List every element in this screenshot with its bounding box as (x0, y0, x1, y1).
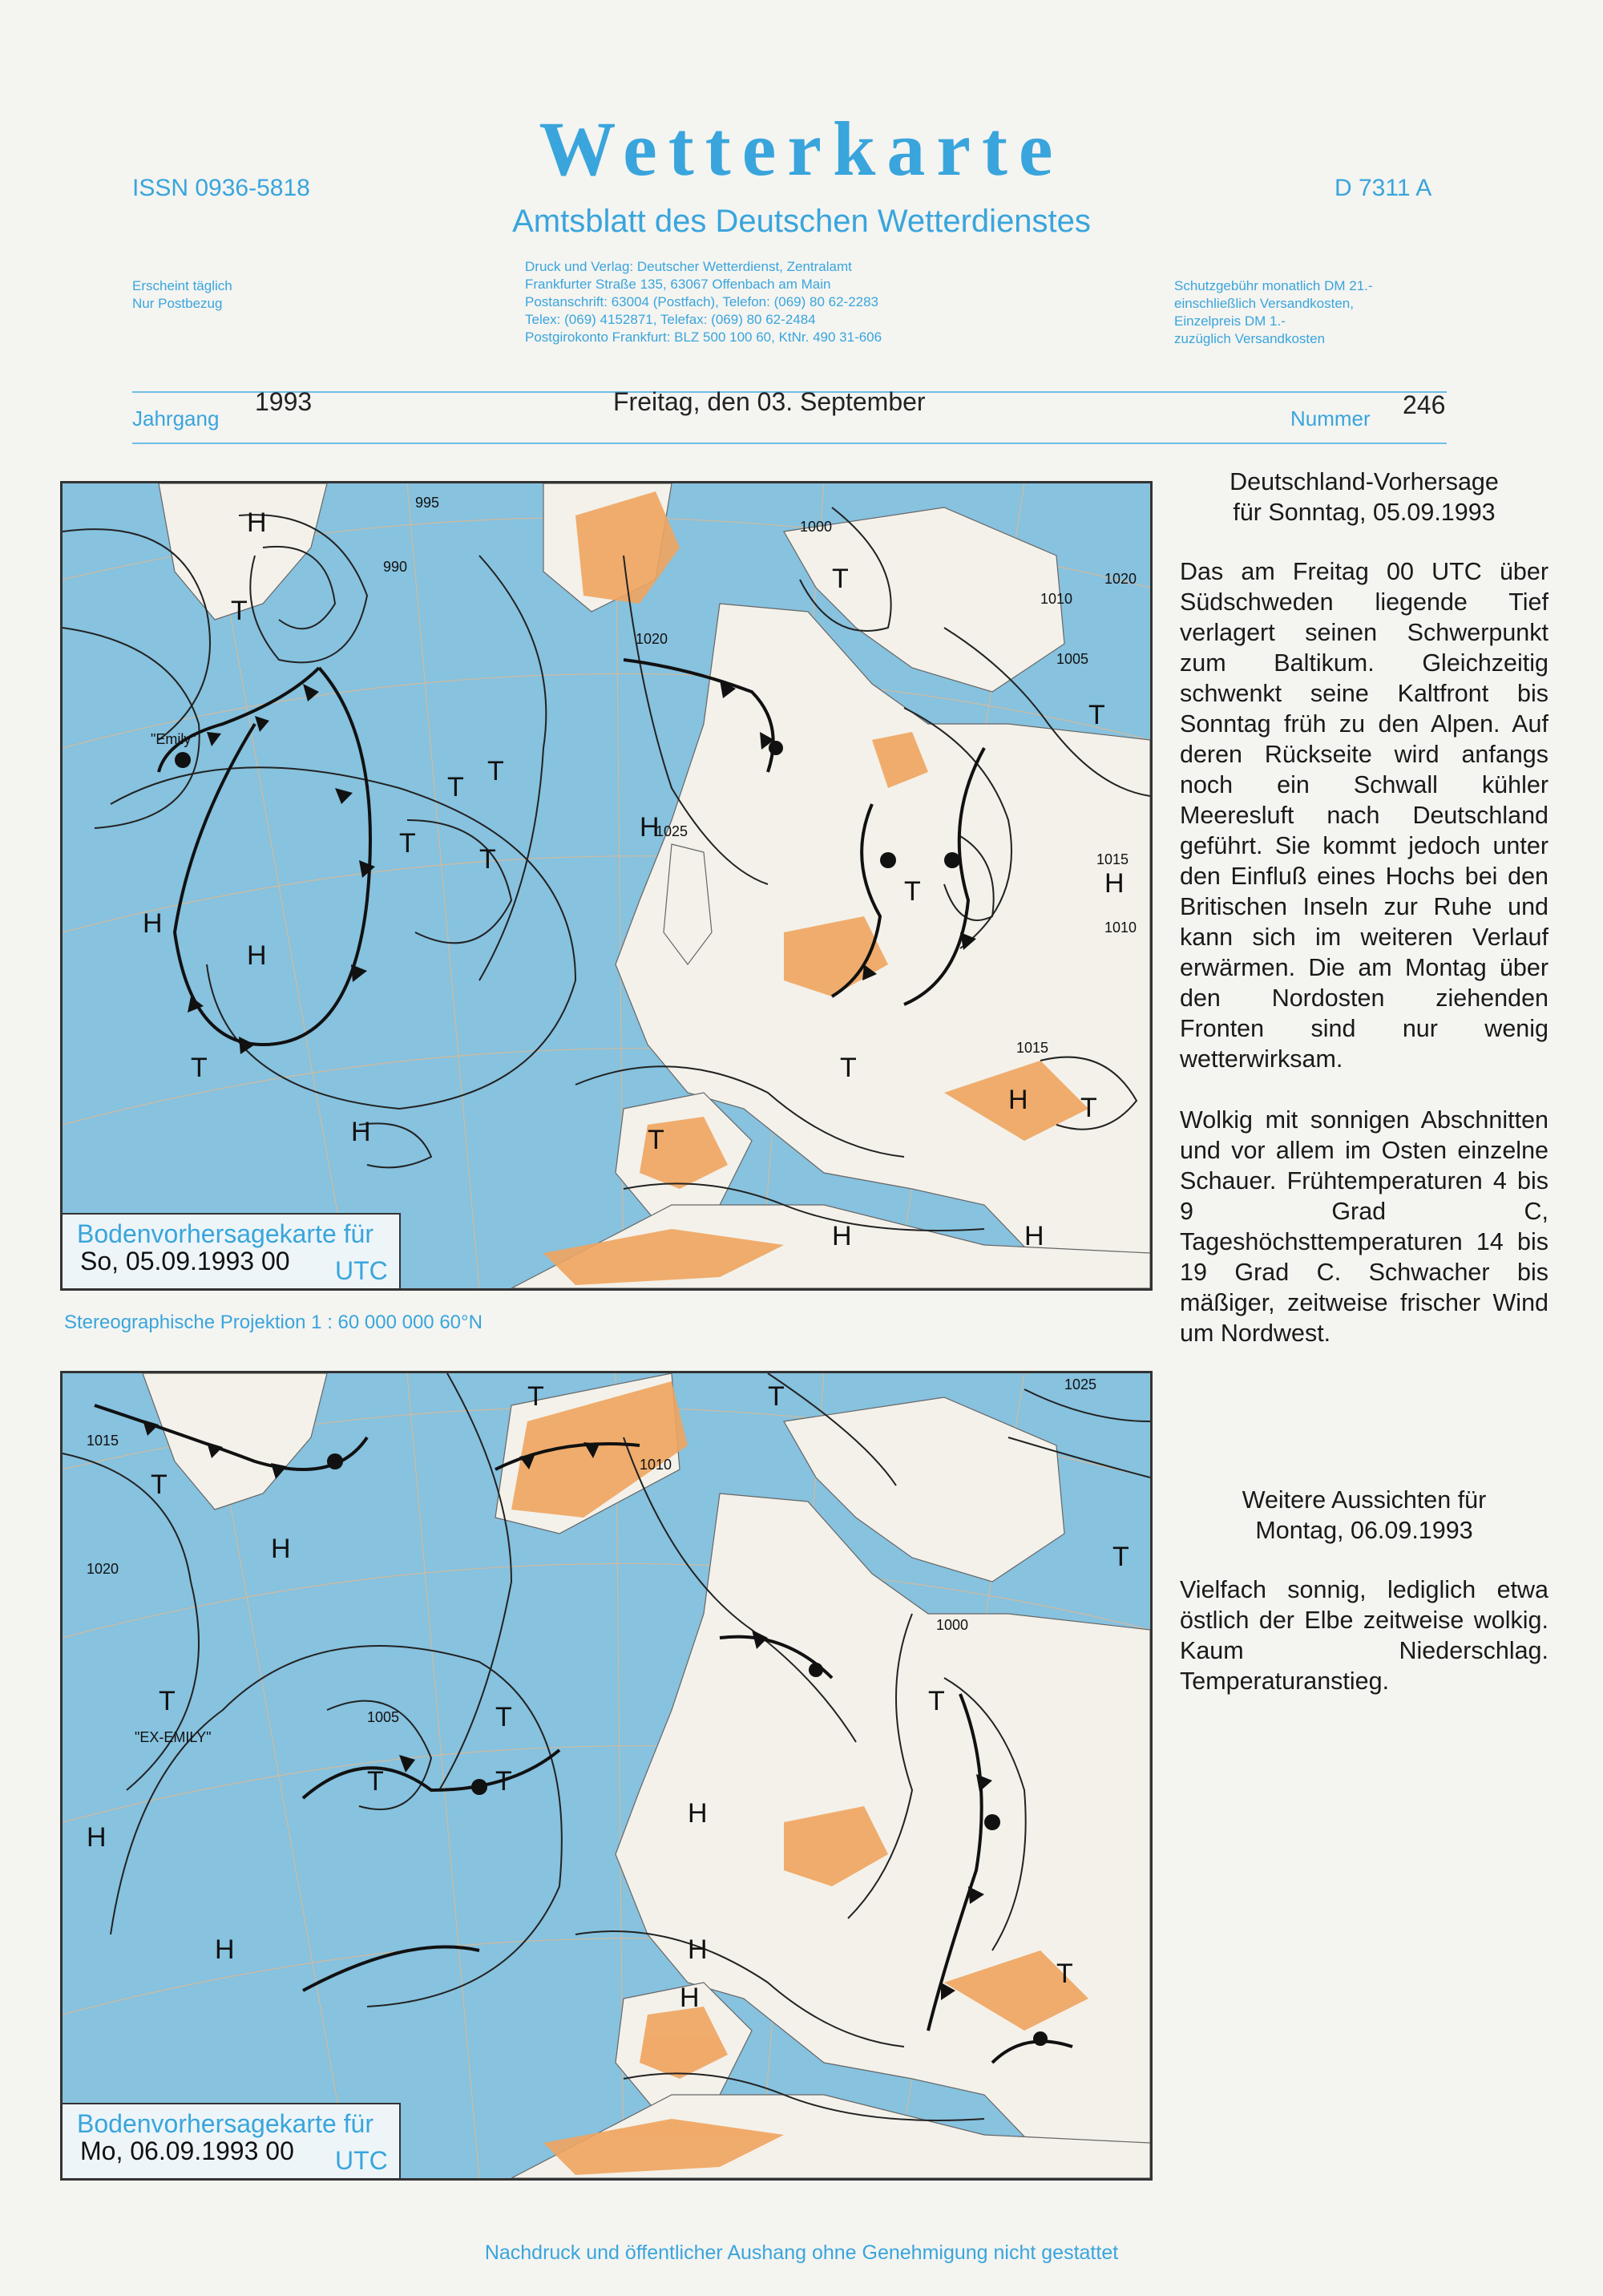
map-label: T (1088, 700, 1105, 730)
map-label: 1010 (1104, 920, 1137, 936)
jahrgang-value: 1993 (255, 387, 313, 416)
map-label: H (640, 812, 660, 843)
price-note (1174, 277, 1373, 348)
map-label: T (832, 564, 849, 594)
map-label: T (648, 1125, 664, 1155)
map-label: 1000 (800, 519, 833, 535)
map-label: H (351, 1117, 371, 1147)
map-label: T (495, 1702, 512, 1732)
caption-line2: So, 05.09.1993 00 (80, 1247, 290, 1275)
map-label: H (1024, 1221, 1044, 1251)
map-label: T (447, 772, 464, 802)
outlook-column (1180, 1485, 1548, 1696)
map-label: 1005 (1056, 651, 1089, 667)
map-label: 1020 (87, 1561, 119, 1577)
footer-note: Nachdruck und öffentlicher Aushang ohne Genehmigung nicht gestattet (484, 2241, 1119, 2264)
map-label: H (247, 507, 267, 538)
publisher-line: Postanschrift: 63004 (Postfach), Telefon: (069) 80 62-2283 (525, 294, 879, 309)
outlook-heading: Weitere Aussichten für (1242, 1486, 1487, 1514)
map-label: H (688, 1798, 708, 1829)
map-label: 1010 (640, 1457, 672, 1473)
map-label: 990 (383, 559, 408, 575)
map-label: H (143, 908, 163, 939)
note-line: Erscheint täglich (132, 278, 232, 293)
map-label: T (367, 1766, 384, 1797)
map-label: H (215, 1934, 235, 1965)
forecast-paragraph-1: Das am Freitag 00 UTC über Südschweden liegende Tief verlagert seinen Schwerpunkt zum Baltikum. Gleichzeitig schwenkt seine Kaltfront bis Sonntag früh zu den Alpen. Auf deren Rückseite wird anfangs noch ein Schwall kühler Meeresluft nach Deutschland geführt. Sie kommt jedoch unter den Einfluß eines Hochs bei den Britischen Inseln zur Ruhe und kann sich im weiteren Verlauf erwärmen. Die am Montag über den Nordosten ziehenden Fronten sind nur wenig wetterwirksam. (1180, 558, 1548, 1073)
page-subtitle: Amtsblatt des Deutschen Wetterdienstes (512, 204, 1091, 239)
map-label: T (527, 1381, 544, 1412)
map-label: 1015 (87, 1433, 119, 1449)
map-label: T (495, 1766, 512, 1797)
caption-utc: UTC (335, 1256, 388, 1285)
forecast-column (1180, 467, 1548, 1348)
issn-number: ISSN 0936-5818 (132, 175, 310, 201)
doc-number: D 7311 A (1334, 175, 1432, 201)
caption-line2: Mo, 06.09.1993 00 (80, 2136, 294, 2165)
map-label: T (399, 828, 416, 859)
caption-line1: Bodenvorhersagekarte für (77, 2109, 373, 2138)
nummer-label: Nummer (1290, 406, 1371, 430)
page-title: Wetterkarte (539, 106, 1064, 192)
map-label: T (1080, 1093, 1097, 1123)
map-label: T (231, 596, 248, 626)
map-label: 1005 (367, 1709, 400, 1725)
map-label: T (1056, 1958, 1073, 1989)
header-rule-bottom (132, 443, 1447, 444)
map-label: 1000 (936, 1617, 969, 1633)
map-label: 1010 (1040, 591, 1073, 607)
forecast-map-sunday (60, 481, 1153, 1291)
outlook-paragraph: Vielfach sonnig, lediglich etwa östlich der Elbe zeitweise wolkig. Kaum Niederschlag. Temperaturanstieg. (1180, 1576, 1548, 1695)
map-label: T (151, 1469, 168, 1500)
forecast-heading: Deutschland-Vorhersage (1230, 468, 1499, 495)
map-label: T (487, 756, 504, 786)
publisher-line: Druck und Verlag: Deutscher Wetterdienst, Zentralamt (525, 259, 852, 274)
map-label: H (1104, 868, 1125, 899)
map-label: 995 (415, 495, 440, 511)
publisher-line: Frankfurter Straße 135, 63067 Offenbach am Main (525, 277, 831, 292)
map-label: H (247, 940, 267, 971)
map-label: T (1112, 1542, 1129, 1572)
forecast-paragraph-2: Wolkig mit sonnigen Abschnitten und vor allem im Osten einzelne Schauer. Frühtemperaturen 4 bis 9 Grad C, Tageshöchsttemperaturen 14 bis 19 Grad C. Schwacher bis mäßiger, zeitweise frischer Wind um Nordwest. (1180, 1106, 1548, 1347)
outlook-heading-date: Montag, 06.09.1993 (1255, 1517, 1473, 1544)
map-label: "Emily" (151, 731, 196, 747)
nummer-value: 246 (1403, 390, 1446, 419)
publisher-line: Postgirokonto Frankfurt: BLZ 500 100 60, KtNr. 490 31-606 (525, 329, 882, 345)
map-label: T (928, 1686, 945, 1716)
map-caption-sunday (63, 1213, 401, 1288)
price-line: Einzelpreis DM 1.- (1174, 313, 1286, 329)
map-label: H (688, 1934, 708, 1965)
map-label: H (832, 1221, 852, 1251)
map-label: 1025 (656, 823, 688, 839)
publisher-info (525, 258, 882, 346)
map-label: T (479, 844, 496, 875)
map-label: 1020 (636, 631, 668, 647)
map-monday-svg (63, 1373, 1150, 2178)
map-label: T (768, 1381, 785, 1412)
map-sunday-svg (63, 483, 1150, 1288)
jahrgang-label: Jahrgang (132, 406, 220, 430)
forecast-map-monday (60, 1371, 1153, 2181)
projection-note: Stereographische Projektion 1 : 60 000 000 60°N (64, 1312, 483, 1333)
map-label: 1025 (1064, 1376, 1097, 1393)
map-label: "EX-EMILY" (135, 1729, 212, 1745)
map-label: 1020 (1104, 571, 1137, 587)
map-label: H (1008, 1085, 1028, 1115)
price-line: einschließlich Versandkosten, (1174, 296, 1354, 311)
caption-utc: UTC (335, 2146, 388, 2175)
map-label: H (271, 1534, 291, 1564)
map-label: 1015 (1096, 851, 1129, 867)
issue-date: Freitag, den 03. September (613, 387, 926, 416)
map-label: T (840, 1053, 857, 1083)
publisher-line: Telex: (069) 4152871, Telefax: (069) 80 62-2484 (525, 312, 816, 327)
publication-note (132, 277, 232, 313)
note-line: Nur Postbezug (132, 296, 223, 311)
map-label: T (191, 1053, 208, 1083)
map-label: T (904, 876, 921, 907)
caption-line1: Bodenvorhersagekarte für (77, 1219, 373, 1248)
map-label: H (680, 1983, 700, 2013)
price-line: Schutzgebühr monatlich DM 21.- (1174, 278, 1373, 293)
map-label: 1015 (1016, 1040, 1049, 1056)
price-line: zuzüglich Versandkosten (1174, 331, 1326, 346)
forecast-heading-date: für Sonntag, 05.09.1993 (1233, 499, 1496, 526)
map-caption-monday (63, 2103, 401, 2178)
map-label: T (159, 1686, 176, 1716)
map-label: H (87, 1822, 107, 1853)
